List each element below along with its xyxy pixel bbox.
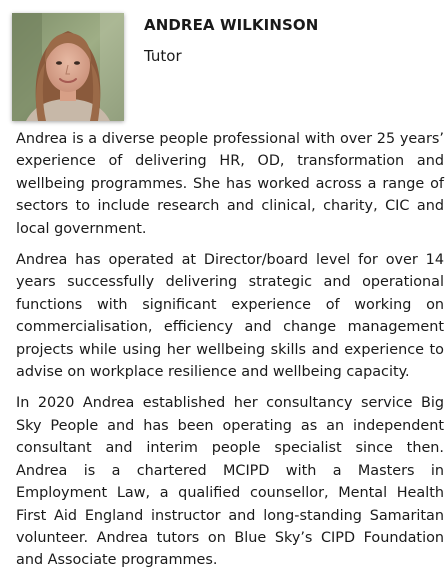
tutor-biography — [16, 128, 444, 581]
bio-paragraph: Andrea is a diverse people professional with over 25 years’ experience of delivering HR, OD, transformation and wellbeing programmes. She has worked across a range of sectors to include research and clinical, charity, CIC and local government. — [16, 131, 444, 237]
bio-paragraph: In 2020 Andrea established her consultancy service Big Sky People and has been operating as an independent consultant and interim people specialist since then. Andrea is a chartered MCIPD with a Masters in Employment Law, a qualified counsellor, Mental Health First Aid England instructor and long-standing Samaritan volunteer. Andrea tutors on Blue Sky’s CIPD Foundation and Associate programmes. — [16, 395, 444, 569]
tutor-name: ANDREA WILKINSON — [144, 16, 319, 34]
portrait-illustration — [12, 13, 124, 121]
bio-paragraph: Andrea has operated at Director/board level for over 14 years successfully delivering strategic and operational functions with significant experience of working on commercialisation, efficiency and change management projects while using her wellbeing skills and experience to advise on workplace resilience and wellbeing capacity. — [16, 252, 444, 381]
tutor-role: Tutor — [144, 47, 182, 65]
profile-photo — [12, 13, 124, 121]
